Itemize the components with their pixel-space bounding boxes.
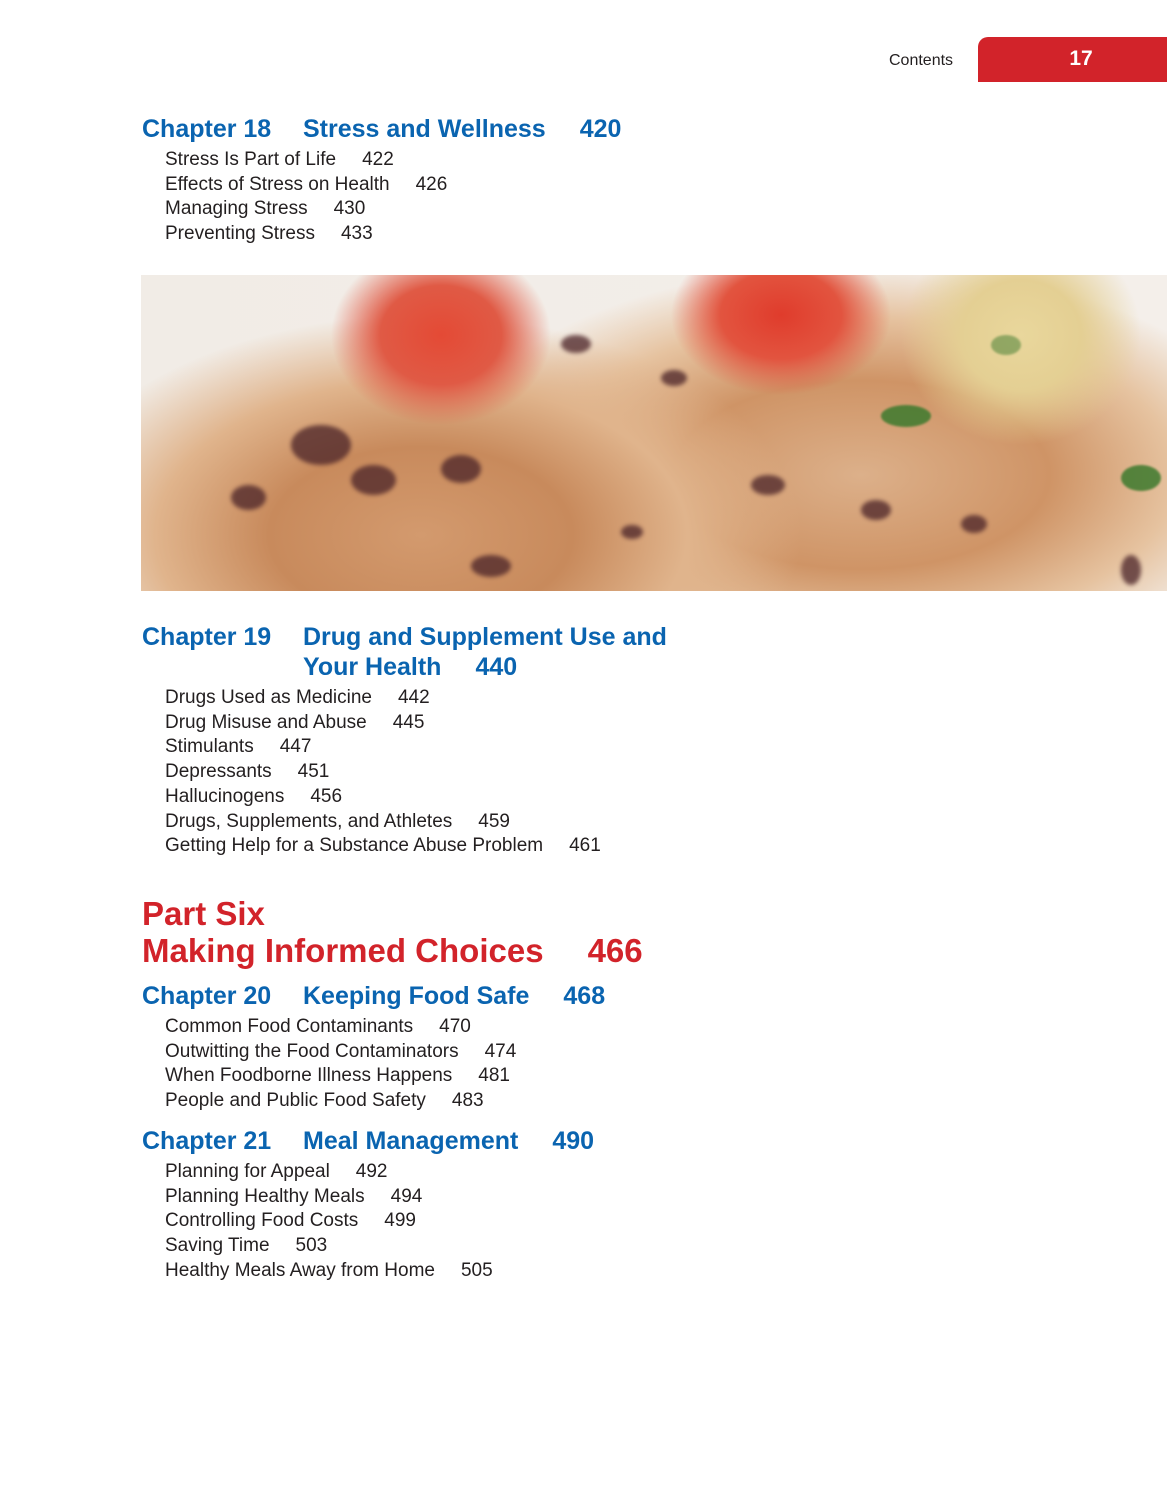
topic-title: Controlling Food Costs <box>165 1210 359 1232</box>
part-title: Making Informed Choices <box>142 932 544 969</box>
chapter-page: 440 <box>475 653 518 681</box>
topic-page: 447 <box>279 736 312 758</box>
toc-topic[interactable] <box>165 197 621 222</box>
topic-page: 483 <box>451 1090 484 1112</box>
topic-page: 494 <box>390 1185 423 1207</box>
chapter-page: 420 <box>579 115 622 143</box>
chapter-heading[interactable] <box>142 622 667 682</box>
topic-title: Getting Help for a Substance Abuse Problem <box>165 835 544 857</box>
topic-page: 422 <box>362 149 394 170</box>
grilled-chicken-photo <box>141 275 1167 591</box>
topic-page: 492 <box>355 1161 388 1182</box>
topic-title: Outwitting the Food Contaminators <box>165 1040 459 1062</box>
topic-title: Stimulants <box>165 736 254 758</box>
toc-topic[interactable] <box>165 686 667 711</box>
toc-topic[interactable] <box>165 810 667 835</box>
topic-list <box>142 1160 594 1284</box>
topic-title: Planning Healthy Meals <box>165 1185 365 1207</box>
topic-page: 499 <box>384 1210 416 1232</box>
chapter-page: 490 <box>552 1127 595 1155</box>
topic-page: 451 <box>297 761 330 783</box>
toc-topic[interactable] <box>165 1234 594 1259</box>
chapter-18-entry <box>142 114 621 247</box>
chapter-heading[interactable] <box>142 981 605 1011</box>
toc-topic[interactable] <box>165 711 667 736</box>
part-label: Part Six <box>142 895 265 932</box>
topic-title: Drugs, Supplements, and Athletes <box>165 810 453 832</box>
topic-title: Hallucinogens <box>165 785 285 807</box>
part-six-entry <box>142 895 643 969</box>
toc-topic[interactable] <box>165 1259 594 1284</box>
chapter-title-line2: Your Health <box>303 653 442 681</box>
chapter-19-entry <box>142 622 667 859</box>
chapter-title: Meal Management <box>303 1127 519 1155</box>
toc-topic[interactable] <box>165 222 621 247</box>
topic-title: Depressants <box>165 761 272 783</box>
topic-page: 459 <box>478 810 510 832</box>
toc-topic[interactable] <box>165 760 667 785</box>
toc-topic[interactable] <box>165 1209 594 1234</box>
toc-topic[interactable] <box>165 834 667 859</box>
toc-topic[interactable] <box>165 1089 605 1114</box>
topic-list <box>142 1015 605 1114</box>
chapter-heading[interactable] <box>142 114 621 144</box>
chapter-21-entry <box>142 1126 594 1284</box>
running-header-label: Contents <box>889 52 954 69</box>
toc-topic[interactable] <box>165 1040 605 1065</box>
chapter-number: Chapter 18 <box>142 115 272 143</box>
toc-topic[interactable] <box>165 1015 605 1040</box>
topic-list <box>142 686 667 859</box>
chapter-title: Stress and Wellness <box>303 115 546 143</box>
topic-title: Planning for Appeal <box>165 1161 330 1182</box>
chapter-number: Chapter 21 <box>142 1127 272 1155</box>
chapter-page: 468 <box>563 982 606 1010</box>
page-number-tab <box>978 37 1167 82</box>
topic-title: Effects of Stress on Health <box>165 173 390 195</box>
chapter-number: Chapter 19 <box>142 623 272 651</box>
page-number: 17 <box>1069 47 1093 70</box>
part-heading[interactable] <box>142 895 643 969</box>
topic-page: 456 <box>310 785 343 807</box>
topic-page: 481 <box>478 1065 510 1087</box>
topic-page: 470 <box>439 1016 471 1037</box>
chapter-heading[interactable] <box>142 1126 594 1156</box>
topic-page: 505 <box>460 1259 493 1281</box>
part-page: 466 <box>587 932 643 969</box>
topic-list <box>142 148 621 247</box>
topic-page: 433 <box>340 223 373 245</box>
topic-page: 430 <box>333 198 366 220</box>
toc-topic[interactable] <box>165 148 621 173</box>
toc-topic[interactable] <box>165 785 667 810</box>
topic-page: 426 <box>415 173 448 195</box>
topic-title: When Foodborne Illness Happens <box>165 1065 453 1087</box>
toc-topic[interactable] <box>165 173 621 198</box>
topic-page: 445 <box>392 711 425 733</box>
topic-title: Drug Misuse and Abuse <box>165 711 367 733</box>
topic-title: Saving Time <box>165 1235 270 1257</box>
toc-topic[interactable] <box>165 735 667 760</box>
toc-topic[interactable] <box>165 1064 605 1089</box>
chapter-number: Chapter 20 <box>142 982 272 1010</box>
topic-title: Healthy Meals Away from Home <box>165 1259 435 1281</box>
toc-topic[interactable] <box>165 1185 594 1210</box>
topic-title: Stress Is Part of Life <box>165 149 337 170</box>
chapter-title-line1: Drug and Supplement Use and <box>303 623 667 651</box>
topic-title: People and Public Food Safety <box>165 1090 426 1112</box>
topic-title: Common Food Contaminants <box>165 1016 414 1037</box>
topic-title: Drugs Used as Medicine <box>165 687 372 708</box>
chapter-title: Keeping Food Safe <box>303 982 530 1010</box>
topic-title: Preventing Stress <box>165 223 315 245</box>
topic-title: Managing Stress <box>165 198 308 220</box>
topic-page: 461 <box>569 835 601 857</box>
topic-page: 503 <box>295 1235 328 1257</box>
toc-topic[interactable] <box>165 1160 594 1185</box>
topic-page: 442 <box>397 687 430 708</box>
chapter-20-entry <box>142 981 605 1114</box>
topic-page: 474 <box>484 1040 517 1062</box>
